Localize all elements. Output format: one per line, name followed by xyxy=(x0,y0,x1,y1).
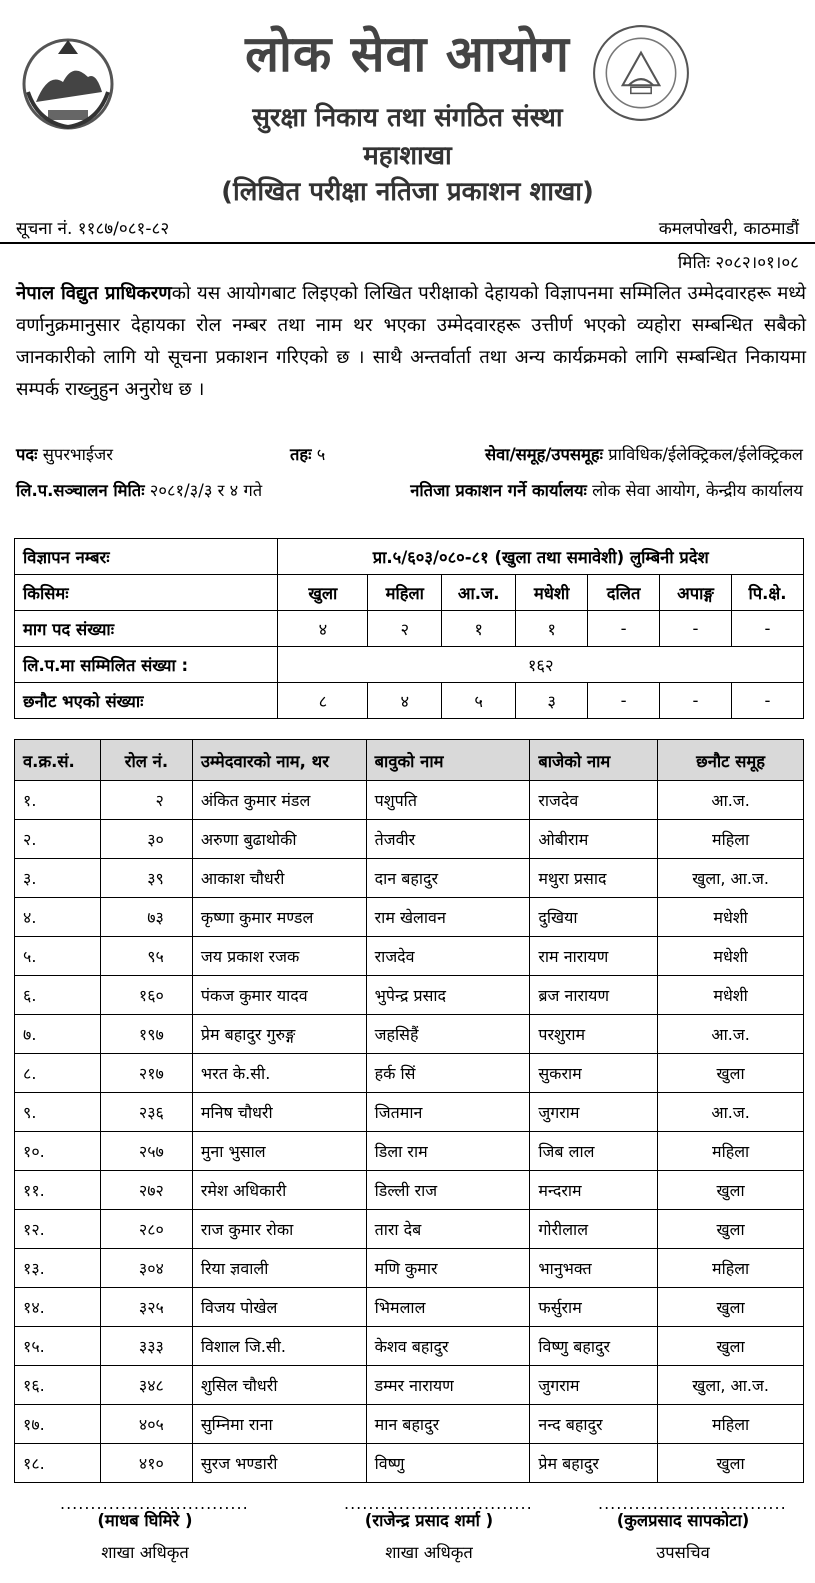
category-cell: आ.ज. xyxy=(442,575,516,611)
department-name: सुरक्षा निकाय तथा संगठित संस्था xyxy=(252,103,563,133)
roll-cell: ७३ xyxy=(100,898,192,937)
group-cell: खुला xyxy=(658,1054,804,1093)
father-name-cell: पशुपति xyxy=(366,781,530,820)
serial-cell: २. xyxy=(15,820,101,859)
roll-cell: ३२५ xyxy=(100,1288,192,1327)
office-label: नतिजा प्रकाशन गर्ने कार्यालयः xyxy=(410,481,587,500)
notice-location: कमलपोखरी, काठमाडौं xyxy=(658,219,799,239)
category-cell: मधेशी xyxy=(516,575,588,611)
notice-date: मितिः २०८२।०१।०८ xyxy=(677,253,799,273)
roll-cell: २८० xyxy=(100,1210,192,1249)
candidate-name-cell: रमेश अधिकारी xyxy=(192,1171,366,1210)
table-row xyxy=(15,859,804,898)
roll-cell: १९७ xyxy=(100,1015,192,1054)
serial-cell: ११. xyxy=(15,1171,101,1210)
signatory-name: (कुलप्रसाद सापकोटा) xyxy=(616,1511,750,1530)
demand-cell: १ xyxy=(442,611,516,647)
table-row xyxy=(15,1249,804,1288)
roll-cell: २१७ xyxy=(100,1054,192,1093)
group-cell: खुला xyxy=(658,1171,804,1210)
serial-cell: १२. xyxy=(15,1210,101,1249)
category-cell: अपाङ्ग xyxy=(660,575,732,611)
roll-cell: ४०५ xyxy=(100,1405,192,1444)
grandfather-name-cell: जुगराम xyxy=(530,1093,658,1132)
group-cell: खुला xyxy=(658,1288,804,1327)
grandfather-name-cell: मन्दराम xyxy=(530,1171,658,1210)
father-name-cell: विष्णु xyxy=(366,1444,530,1483)
father-name-cell: डम्मर नारायण xyxy=(366,1366,530,1405)
serial-cell: १७. xyxy=(15,1405,101,1444)
signature-line: ............................... xyxy=(60,1494,249,1513)
division-name: महाशाखा xyxy=(363,141,452,171)
demand-label: माग पद संख्याः xyxy=(15,611,278,647)
signatory-name: (माधब घिमिरे ) xyxy=(97,1511,193,1530)
selected-cell: ४ xyxy=(368,683,442,719)
exam-date-field xyxy=(16,478,262,501)
serial-cell: १. xyxy=(15,781,101,820)
father-name-cell: भुपेन्द्र प्रसाद xyxy=(366,976,530,1015)
candidate-name-cell: विशाल जि.सी. xyxy=(192,1327,366,1366)
demand-cell: - xyxy=(732,611,804,647)
roll-cell: ३९ xyxy=(100,859,192,898)
group-cell: आ.ज. xyxy=(658,1015,804,1054)
grandfather-name-cell: गोरीलाल xyxy=(530,1210,658,1249)
father-name-cell: डिल्ली राज xyxy=(366,1171,530,1210)
column-header: बाजेको नाम xyxy=(530,740,658,781)
candidate-name-cell: राज कुमार रोका xyxy=(192,1210,366,1249)
summary-table xyxy=(14,538,804,719)
table-row xyxy=(15,1210,804,1249)
serial-cell: १५. xyxy=(15,1327,101,1366)
roll-cell: २३६ xyxy=(100,1093,192,1132)
selected-cell: - xyxy=(732,683,804,719)
demand-cell: ४ xyxy=(278,611,368,647)
post-label: पदः xyxy=(16,445,38,464)
serial-cell: १८. xyxy=(15,1444,101,1483)
level-label: तहः xyxy=(290,445,312,464)
column-header: रोल नं. xyxy=(100,740,192,781)
serial-cell: ७. xyxy=(15,1015,101,1054)
group-cell: महिला xyxy=(658,1132,804,1171)
father-name-cell: जितमान xyxy=(366,1093,530,1132)
exam-date-value: २०८१/३/३ र ४ गते xyxy=(144,481,263,500)
grandfather-name-cell: ब्रज नारायण xyxy=(530,976,658,1015)
ad-label: विज्ञापन नम्बरः xyxy=(15,539,278,575)
group-cell: मधेशी xyxy=(658,898,804,937)
page-title: लोक सेवा आयोग xyxy=(245,25,570,83)
serial-cell: १६. xyxy=(15,1366,101,1405)
roll-cell: ३० xyxy=(100,820,192,859)
table-row xyxy=(15,1444,804,1483)
selected-cell: ८ xyxy=(278,683,368,719)
group-cell: खुला, आ.ज. xyxy=(658,859,804,898)
group-cell: खुला xyxy=(658,1327,804,1366)
father-name-cell: दान बहादुर xyxy=(366,859,530,898)
roll-cell: ४१० xyxy=(100,1444,192,1483)
selected-cell: - xyxy=(588,683,660,719)
serial-cell: ४. xyxy=(15,898,101,937)
grandfather-name-cell: जिब लाल xyxy=(530,1132,658,1171)
signatory-title: शाखा अधिकृत xyxy=(385,1543,473,1562)
roll-cell: २ xyxy=(100,781,192,820)
table-row xyxy=(15,1366,804,1405)
serial-cell: ३. xyxy=(15,859,101,898)
group-cell: मधेशी xyxy=(658,937,804,976)
candidate-name-cell: अंकित कुमार मंडल xyxy=(192,781,366,820)
grandfather-name-cell: भानुभक्त xyxy=(530,1249,658,1288)
ad-value: प्रा.५/६०३/०८०-८१ (खुला तथा समावेशी) लुम्बिनी प्रदेश xyxy=(278,539,804,575)
column-header: छनौट समूह xyxy=(658,740,804,781)
table-row xyxy=(15,1093,804,1132)
serial-cell: १४. xyxy=(15,1288,101,1327)
table-row xyxy=(15,898,804,937)
grandfather-name-cell: जुगराम xyxy=(530,1366,658,1405)
candidate-name-cell: विजय पोखेल xyxy=(192,1288,366,1327)
group-cell: महिला xyxy=(658,1405,804,1444)
type-label: किसिमः xyxy=(15,575,278,611)
category-cell: पि.क्षे. xyxy=(732,575,804,611)
grandfather-name-cell: दुखिया xyxy=(530,898,658,937)
table-row xyxy=(15,1015,804,1054)
signatory-name: (राजेन्द्र प्रसाद शर्मा ) xyxy=(364,1511,494,1530)
results-body xyxy=(15,781,804,1483)
table-row xyxy=(15,1288,804,1327)
candidate-name-cell: मुना भुसाल xyxy=(192,1132,366,1171)
father-name-cell: भिमलाल xyxy=(366,1288,530,1327)
table-row xyxy=(15,1054,804,1093)
father-name-cell: हर्क सिं xyxy=(366,1054,530,1093)
demand-cell: - xyxy=(660,611,732,647)
category-cell: खुला xyxy=(278,575,368,611)
group-cell: आ.ज. xyxy=(658,1093,804,1132)
group-cell: खुला xyxy=(658,1444,804,1483)
signature-line: ............................... xyxy=(344,1494,533,1513)
serial-cell: ८. xyxy=(15,1054,101,1093)
participants-value: १६२ xyxy=(278,647,804,683)
candidate-name-cell: मनिष चौधरी xyxy=(192,1093,366,1132)
roll-cell: २७२ xyxy=(100,1171,192,1210)
candidate-name-cell: सुम्निमा राना xyxy=(192,1405,366,1444)
table-row xyxy=(15,937,804,976)
grandfather-name-cell: नन्द बहादुर xyxy=(530,1405,658,1444)
grandfather-name-cell: सुकराम xyxy=(530,1054,658,1093)
roll-cell: ३४८ xyxy=(100,1366,192,1405)
father-name-cell: राजदेव xyxy=(366,937,530,976)
participants-label: लि.प.मा सम्मिलित संख्या : xyxy=(15,647,278,683)
notice-number: सूचना नं. ११८७/०८१-८२ xyxy=(16,219,170,239)
grandfather-name-cell: प्रेम बहादुर xyxy=(530,1444,658,1483)
father-name-cell: तेजवीर xyxy=(366,820,530,859)
demand-row xyxy=(15,611,804,647)
father-name-cell: राम खेलावन xyxy=(366,898,530,937)
selected-row xyxy=(15,683,804,719)
serial-cell: ६. xyxy=(15,976,101,1015)
selected-cell: - xyxy=(660,683,732,719)
demand-cell: - xyxy=(588,611,660,647)
group-cell: खुला, आ.ज. xyxy=(658,1366,804,1405)
selected-label: छनौट भएको संख्याः xyxy=(15,683,278,719)
serial-cell: ९. xyxy=(15,1093,101,1132)
group-cell: महिला xyxy=(658,1249,804,1288)
roll-cell: ३०४ xyxy=(100,1249,192,1288)
group-cell: महिला xyxy=(658,820,804,859)
office-value: लोक सेवा आयोग, केन्द्रीय कार्यालय xyxy=(586,481,803,500)
organization-name: नेपाल विद्युत प्राधिकरण xyxy=(16,283,172,304)
candidate-name-cell: जय प्रकाश रजक xyxy=(192,937,366,976)
ad-row xyxy=(15,539,804,575)
serial-cell: ५. xyxy=(15,937,101,976)
demand-cell: २ xyxy=(368,611,442,647)
post-field xyxy=(16,442,113,465)
roll-cell: २५७ xyxy=(100,1132,192,1171)
father-name-cell: केशव बहादुर xyxy=(366,1327,530,1366)
table-row xyxy=(15,1327,804,1366)
candidate-name-cell: अरुणा बुढाथोकी xyxy=(192,820,366,859)
selected-cell: ५ xyxy=(442,683,516,719)
type-row xyxy=(15,575,804,611)
father-name-cell: मणि कुमार xyxy=(366,1249,530,1288)
table-row xyxy=(15,976,804,1015)
signatory-title: शाखा अधिकृत xyxy=(101,1543,189,1562)
candidate-name-cell: भरत के.सी. xyxy=(192,1054,366,1093)
demand-cell: १ xyxy=(516,611,588,647)
grandfather-name-cell: विष्णु बहादुर xyxy=(530,1327,658,1366)
father-name-cell: मान बहादुर xyxy=(366,1405,530,1444)
table-row xyxy=(15,781,804,820)
signatory-title: उपसचिव xyxy=(656,1543,710,1562)
father-name-cell: जहसिहैं xyxy=(366,1015,530,1054)
candidate-name-cell: पंकज कुमार यादव xyxy=(192,976,366,1015)
results-table xyxy=(14,739,804,1483)
candidate-name-cell: शुसिल चौधरी xyxy=(192,1366,366,1405)
grandfather-name-cell: ओबीराम xyxy=(530,820,658,859)
category-cell: महिला xyxy=(368,575,442,611)
roll-cell: ९५ xyxy=(100,937,192,976)
group-cell: खुला xyxy=(658,1210,804,1249)
roll-cell: ३३३ xyxy=(100,1327,192,1366)
group-cell: आ.ज. xyxy=(658,781,804,820)
candidate-name-cell: प्रेम बहादुर गुरुङ्ग xyxy=(192,1015,366,1054)
grandfather-name-cell: राम नारायण xyxy=(530,937,658,976)
category-cell: दलित xyxy=(588,575,660,611)
office-field xyxy=(410,478,803,501)
group-cell: मधेशी xyxy=(658,976,804,1015)
selected-cell: ३ xyxy=(516,683,588,719)
service-label: सेवा/समूह/उपसमूहः xyxy=(485,445,603,464)
results-header-row xyxy=(15,740,804,781)
table-row xyxy=(15,1132,804,1171)
column-header: उम्मेदवारको नाम, थर xyxy=(192,740,366,781)
participants-row xyxy=(15,647,804,683)
candidate-name-cell: कृष्णा कुमार मण्डल xyxy=(192,898,366,937)
grandfather-name-cell: फर्सुराम xyxy=(530,1288,658,1327)
level-value: ५ xyxy=(311,445,326,464)
table-row xyxy=(15,1405,804,1444)
column-header: बावुको नाम xyxy=(366,740,530,781)
exam-date-label: लि.प.सञ्चालन मितिः xyxy=(16,481,145,500)
serial-cell: १०. xyxy=(15,1132,101,1171)
signature-line: ............................... xyxy=(598,1494,787,1513)
serial-cell: १३. xyxy=(15,1249,101,1288)
roll-cell: १६० xyxy=(100,976,192,1015)
service-value: प्राविधिक/ईलेक्ट्रिकल/ईलेक्ट्रिकल xyxy=(602,445,803,464)
header-divider xyxy=(0,242,815,244)
grandfather-name-cell: परशुराम xyxy=(530,1015,658,1054)
notice-paragraph xyxy=(16,278,806,406)
service-field xyxy=(485,442,803,465)
table-row xyxy=(15,820,804,859)
table-row xyxy=(15,1171,804,1210)
father-name-cell: तारा देब xyxy=(366,1210,530,1249)
column-header: व.क्र.सं. xyxy=(15,740,101,781)
grandfather-name-cell: राजदेव xyxy=(530,781,658,820)
level-field xyxy=(290,442,325,465)
father-name-cell: डिला राम xyxy=(366,1132,530,1171)
candidate-name-cell: सुरज भण्डारी xyxy=(192,1444,366,1483)
notice-body: को यस आयोगबाट लिइएको लिखित परीक्षाको देहायको विज्ञापनमा सम्मिलित उम्मेदवारहरू मध्ये वर्णानुक्रमानुसार देहायका रोल नम्बर तथा नाम थर भएका उम्मेदवारहरू उत्तीर्ण भएको व्यहोरा सम्बन्धित सबैको जानकारीको लागि यो सूचना प्रकाशन गरिएको छ । साथै अन्तर्वार्ता तथा अन्य कार्यक्रमको लागि सम्बन्धित निकायमा सम्पर्क राख्नुहुन अनुरोध छ । xyxy=(16,283,806,400)
grandfather-name-cell: मथुरा प्रसाद xyxy=(530,859,658,898)
candidate-name-cell: रिया ज्ञवाली xyxy=(192,1249,366,1288)
post-value: सुपरभाईजर xyxy=(37,445,113,464)
branch-name: (लिखित परीक्षा नतिजा प्रकाशन शाखा) xyxy=(221,177,594,207)
candidate-name-cell: आकाश चौधरी xyxy=(192,859,366,898)
